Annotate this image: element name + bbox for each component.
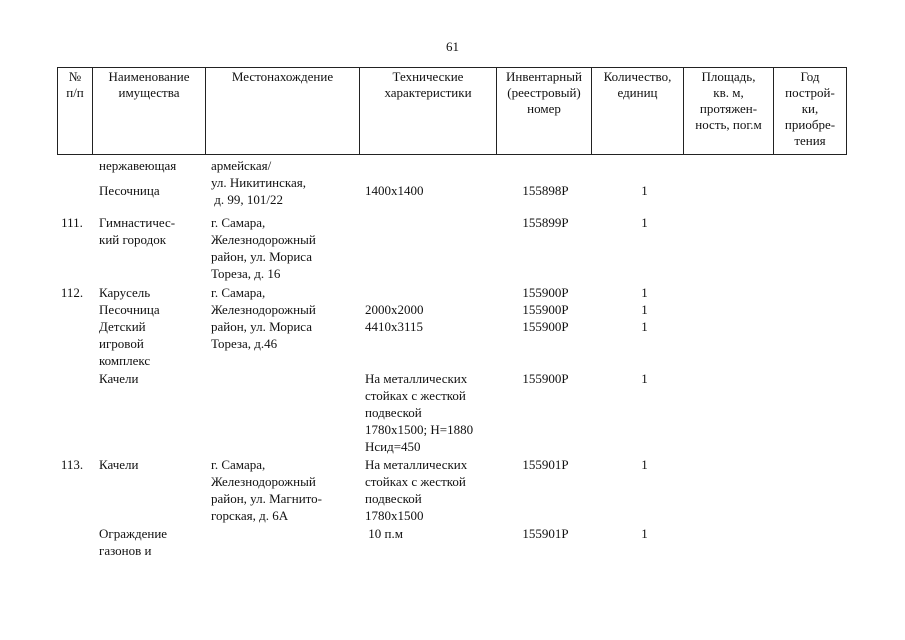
row-112-location: г. Самара, Железнодорожный район, ул. Мориса Тореза, д.46 [211,285,316,351]
table-header [57,67,847,155]
col-header-label: № п/п [66,69,84,100]
row-111-name: Гимнастичес- кий городок [99,215,176,247]
row-113-name-swing: Качели [99,457,139,472]
row-112-name-sandbox: Песочница [99,302,160,317]
row-113-tech-fence: 10 п.м [365,526,403,541]
row-111-inventory: 155899Р [522,215,569,230]
col-header-area [684,68,774,155]
row-sandbox-name: Песочница [99,183,160,198]
row-113-number: 113. [60,457,84,472]
col-header-year [774,68,847,155]
col-header-inventory [497,68,592,155]
col-header-label: Количество, единиц [603,69,672,100]
row-112-inventory-carousel: 155900Р [522,285,569,300]
row-sandbox-quantity: 1 [641,183,648,198]
row-111-location: г. Самара, Железнодорожный район, ул. Мориса Тореза, д. 16 [211,215,316,281]
col-header-location [206,68,360,155]
row-113-quantity-fence: 1 [641,526,648,541]
row-113-quantity-swing: 1 [641,457,648,472]
page-number: 61 [446,39,459,54]
row-112-inventory-complex: 155900Р [522,319,569,334]
row-112-quantity-swing: 1 [641,371,648,386]
col-header-label: Площадь, кв. м, протяжен- ность, пог.м [695,69,762,132]
row-111-quantity: 1 [641,215,648,230]
col-header-label: Инвентарный (реестровый) номер [506,69,582,116]
row-112-name-carousel: Карусель [99,285,151,300]
row-113-inventory-swing: 155901Р [522,457,569,472]
row-112-quantity-complex: 1 [641,319,648,334]
row-cont-location: армейская/ [211,158,272,173]
row-113-name-fence: Ограждение газонов и [99,526,168,558]
row-112-quantity-carousel: 1 [641,285,648,300]
col-header-label: Местонахождение [231,69,334,84]
row-cont-name: нержавеющая [99,158,177,173]
row-112-quantity-sandbox: 1 [641,302,648,317]
col-header-label: Технические характеристики [384,69,472,100]
row-113-inventory-fence: 155901Р [522,526,569,541]
col-header-technical [360,68,497,155]
row-111-number: 111. [61,215,83,230]
col-header-number [58,68,93,155]
row-sandbox-location: ул. Никитинская, д. 99, 101/22 [211,175,307,207]
row-112-name-swing: Качели [99,371,139,386]
col-header-label: Год построй- ки, приобре- тения [784,69,836,148]
col-header-name [93,68,206,155]
row-112-tech-swing: На металлических стойках с жесткой подвеской 1780х1500; Н=1880 Нсид=450 [365,371,474,454]
col-header-label: Наименование имущества [108,69,190,100]
row-112-number: 112. [60,285,84,300]
row-sandbox-tech: 1400х1400 [365,183,424,198]
row-112-inventory-swing: 155900Р [522,371,569,386]
row-112-name-complex: Детский игровой комплекс [99,319,151,368]
row-113-location: г. Самара, Железнодорожный район, ул. Магнито- горская, д. 6А [211,457,323,523]
row-112-tech-sandbox: 2000х2000 [365,302,424,317]
row-112-inventory-sandbox: 155900Р [522,302,569,317]
row-113-tech-swing: На металлических стойках с жесткой подвеской 1780х1500 [365,457,468,523]
row-sandbox-inventory: 155898Р [522,183,569,198]
col-header-quantity [592,68,684,155]
row-112-tech-complex: 4410х3115 [365,319,424,334]
